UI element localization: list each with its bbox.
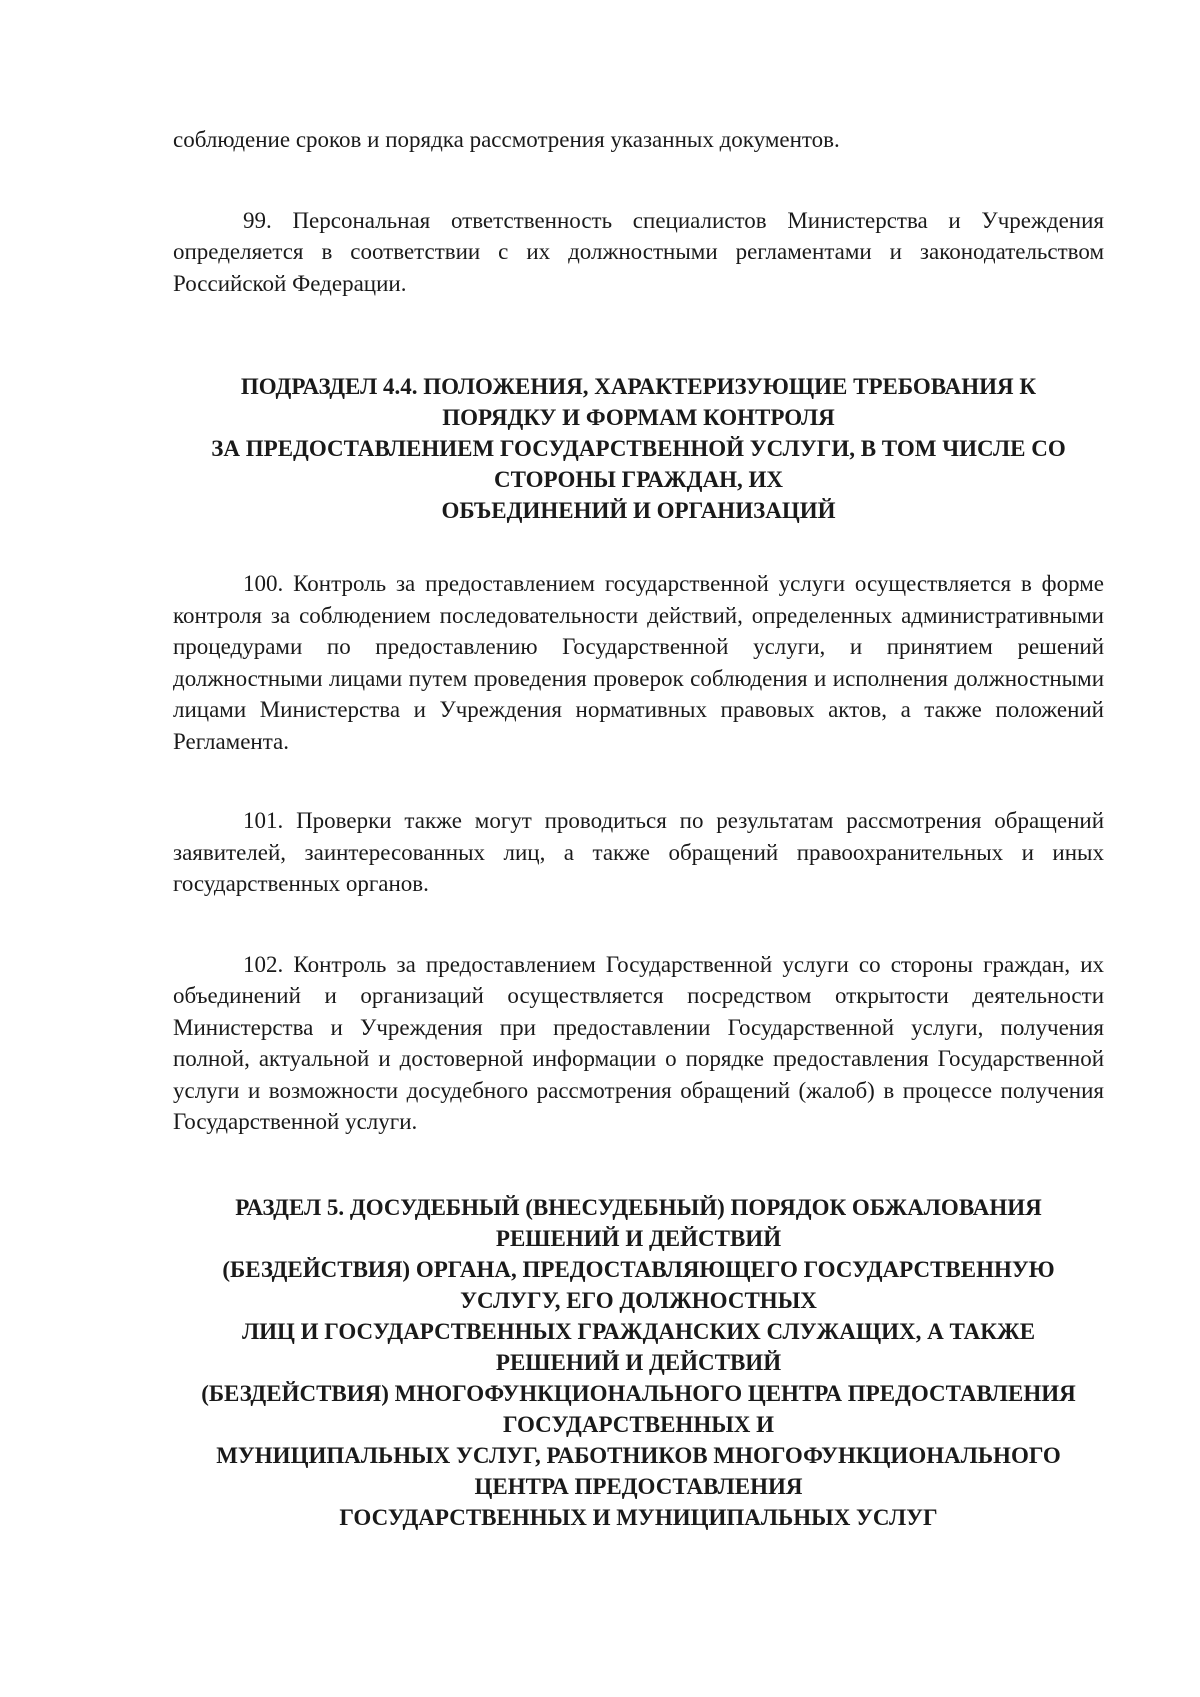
paragraph-101: 101. Проверки также могут проводиться по результатам рассмотрения обращений заявителей, заинтересованных лиц, а также обращений правоохранительных и иных государственных органов.: [173, 808, 1104, 896]
heading-line: ЗА ПРЕДОСТАВЛЕНИЕМ ГОСУДАРСТВЕННОЙ УСЛУГИ, В ТОМ ЧИСЛЕ СО: [211, 436, 1066, 461]
paragraph-99: 99. Персональная ответственность специалистов Министерства и Учреждения определяется в соответствии с их должностными регламентами и законодательством Российской Федерации.: [173, 207, 1104, 296]
heading-line: РЕШЕНИЙ И ДЕЙСТВИЙ: [495, 1225, 782, 1251]
heading-line: УСЛУГУ, ЕГО ДОЛЖНОСТНЫХ: [460, 1287, 817, 1313]
heading-line: ЦЕНТРА ПРЕДОСТАВЛЕНИЯ: [474, 1473, 803, 1499]
heading-line: МУНИЦИПАЛЬНЫХ УСЛУГ, РАБОТНИКОВ МНОГОФУНКЦИОНАЛЬНОГО: [216, 1442, 1061, 1468]
heading-line: СТОРОНЫ ГРАЖДАН, ИХ: [494, 467, 783, 492]
heading-line: ПОДРАЗДЕЛ 4.4. ПОЛОЖЕНИЯ, ХАРАКТЕРИЗУЮЩИЕ ТРЕБОВАНИЯ К: [240, 374, 1037, 399]
heading-line: (БЕЗДЕЙСТВИЯ) ОРГАНА, ПРЕДОСТАВЛЯЮЩЕГО ГОСУДАРСТВЕННУЮ: [222, 1256, 1055, 1282]
paragraph-102: 102. Контроль за предоставлением Государственной услуги со стороны граждан, их объединений и организаций осуществляется посредством открытости деятельности Министерства и Учреждения при предоставлении Государственной услуги, получения полной, актуальной и достоверной информации о порядке предоставления Государственной услуги и возможности досудебного рассмотрения обращений (жалоб) в процессе получения Государственной услуги.: [173, 951, 1104, 1134]
heading-line: ПОРЯДКУ И ФОРМАМ КОНТРОЛЯ: [442, 405, 835, 430]
paragraph-100: 100. Контроль за предоставлением государственной услуги осуществляется в форме контроля за соблюдением последовательности действий, определенных административными процедурами по предоставлению Государственной услуги, и принятием решений должностными лицами путем проведения проверок соблюдения и исполнения должностными лицами Министерства и Учреждения нормативных правовых актов, а также положений Регламента.: [173, 571, 1104, 754]
heading-line: РАЗДЕЛ 5. ДОСУДЕБНЫЙ (ВНЕСУДЕБНЫЙ) ПОРЯДОК ОБЖАЛОВАНИЯ: [235, 1194, 1042, 1220]
heading-line: ГОСУДАРСТВЕННЫХ И МУНИЦИПАЛЬНЫХ УСЛУГ: [339, 1504, 938, 1530]
heading-line: ОБЪЕДИНЕНИЙ И ОРГАНИЗАЦИЙ: [441, 498, 836, 523]
continuation-text: соблюдение сроков и порядка рассмотрения указанных документов.: [173, 127, 840, 152]
heading-line: ГОСУДАРСТВЕННЫХ И: [502, 1411, 775, 1437]
heading-line: (БЕЗДЕЙСТВИЯ) МНОГОФУНКЦИОНАЛЬНОГО ЦЕНТРА ПРЕДОСТАВЛЕНИЯ: [201, 1380, 1076, 1406]
subsection-4-4-heading: [173, 371, 1104, 526]
heading-line: РЕШЕНИЙ И ДЕЙСТВИЙ: [495, 1349, 782, 1375]
heading-line: ЛИЦ И ГОСУДАРСТВЕННЫХ ГРАЖДАНСКИХ СЛУЖАЩИХ, А ТАКЖЕ: [241, 1318, 1036, 1344]
section-5-heading: [173, 1192, 1104, 1533]
